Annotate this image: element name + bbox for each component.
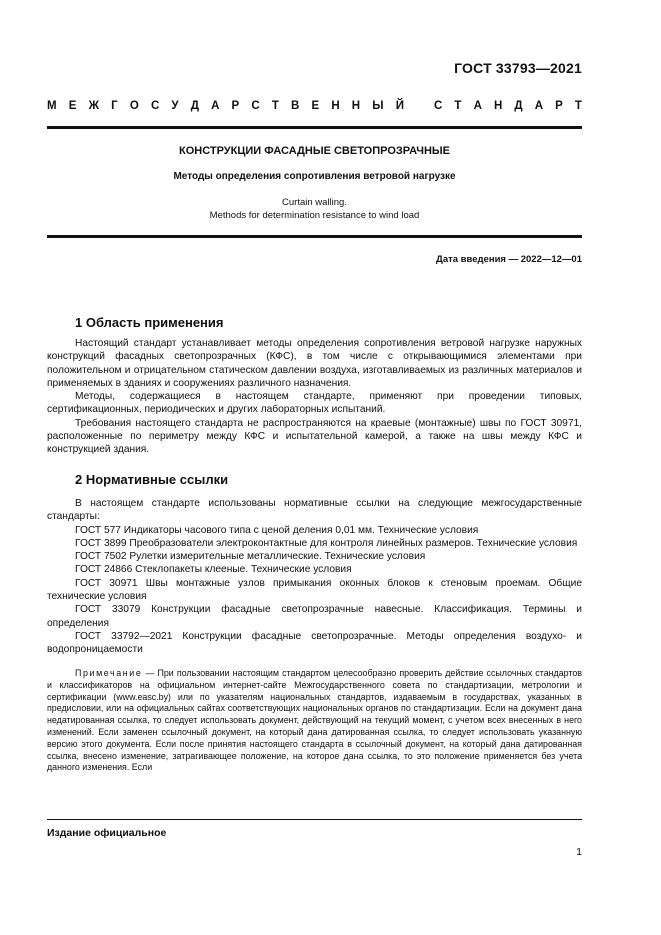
english-title-line: Methods for determination resistance to wind load — [209, 210, 420, 221]
english-title-line: Curtain walling. — [282, 197, 347, 208]
interstate-standard-banner — [47, 100, 582, 112]
reference-item: ГОСТ 577 Индикаторы часового типа с ценой деления 0,01 мм. Технические условия — [75, 524, 479, 536]
reference-item: ГОСТ 33792—2021 Конструкции фасадные светопрозрачные. Методы определения воздухо- и водопроницаемости — [47, 630, 582, 656]
standard-number: ГОСТ 33793—2021 — [454, 60, 582, 76]
note-paragraph — [47, 668, 582, 774]
interstate-word: М Е Ж Г О С У Д А Р С Т В Е Н Н Ы Й — [47, 100, 404, 112]
document-title: КОНСТРУКЦИИ ФАСАДНЫЕ СВЕТОПРОЗРАЧНЫЕ — [178, 145, 451, 157]
reference-item: ГОСТ 30971 Швы монтажные узлов примыкания оконных блоков к стеновым проемам. Общие технические условия — [47, 577, 582, 603]
section-body-normative-references — [47, 497, 582, 657]
reference-item: ГОСТ 7502 Рулетки измерительные металлические. Технические условия — [75, 551, 426, 563]
reference-item: ГОСТ 33079 Конструкции фасадные светопрозрачные навесные. Классификация. Термины и определения — [47, 604, 582, 629]
reference-item: ГОСТ 3899 Преобразователи электроконтактные для контроля линейных размеров. Технические условия — [75, 537, 578, 549]
section-body-scope — [47, 337, 582, 457]
official-edition-label: Издание официальное — [47, 827, 167, 839]
paragraph: Требования настоящего стандарта не распространяются на краевые (монтажные) швы по ГОСТ 30971, расположенные по периметру между КФС и испытательной камерой, а также на швы между КФС и конструкцией здания. — [47, 417, 582, 456]
english-title — [47, 196, 582, 222]
introduction-date: Дата введения — 2022—12—01 — [436, 254, 582, 265]
section-heading-normative-references: 2 Нормативные ссылки — [75, 472, 229, 487]
footer-divider — [47, 819, 582, 820]
section-heading-scope: 1 Область применения — [75, 315, 224, 330]
header-divider — [47, 126, 582, 129]
note-text: — При пользовании настоящим стандартом целесообразно проверить действие ссылочных стандартов и классификаторов на официальном интернет-сайте Межгосударственного совета по стандартизации, метрологии и сертификации (www.easc.by) или по указателям национальных стандартов, издаваемым в государствах, указанных в предисловии, или на официальных сайтах соответствующих национальных органов по стандартизации. Если на документ дана недатированная ссылка, то следует использовать документ, действующий на текущий момент, с учетом всех внесенных в него изменений. Если заменен ссылочный документ, на который дана датированная ссылка, то следует использовать указанную версию этого документа. Если после принятия настоящего стандарта в ссылочный документ, на который дана датированная ссылка, внесено изменение, затрагивающее положение, на которое дана ссылка, то это положение применяется без учета данного изменения. Если — [47, 668, 582, 773]
paragraph: В настоящем стандарте использованы нормативные ссылки на следующие межгосударственные стандарты: — [47, 498, 582, 523]
note-label: Примечание — [75, 668, 143, 678]
title-divider — [47, 235, 582, 238]
document-subtitle: Методы определения сопротивления ветровой нагрузке — [173, 171, 456, 182]
paragraph: Настоящий стандарт устанавливает методы определения сопротивления ветровой нагрузке наружных конструкций фасадных светопрозрачных (КФС), в том числе с открывающимися элементами при положительном и отрицательном статическом давлении воздуха, изготавливаемых из различных материалов и применяемых в зданиях и сооружениях различного назначения. — [47, 338, 582, 389]
paragraph: Методы, содержащиеся в настоящем стандарте, применяют при проведении типовых, сертификационных, периодических и других лабораторных испытаний. — [47, 391, 582, 416]
page-number: 1 — [576, 846, 582, 858]
standard-word: С Т А Н Д А Р Т — [434, 100, 582, 112]
note-block — [47, 668, 582, 774]
reference-item: ГОСТ 24866 Стеклопакеты клееные. Технические условия — [75, 564, 352, 576]
